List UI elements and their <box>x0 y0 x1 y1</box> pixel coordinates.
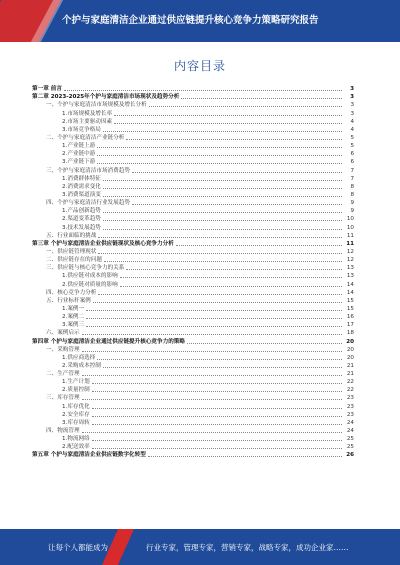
toc-leader-dots <box>103 229 342 230</box>
toc-entry[interactable] <box>32 125 354 133</box>
toc-leader-dots <box>103 220 342 221</box>
toc-leader-dots <box>82 375 342 376</box>
toc-leader-dots <box>92 440 342 441</box>
toc-entry-label: 2.配送效率 <box>62 444 90 451</box>
toc-leader-dots <box>93 302 342 303</box>
toc-leader-dots <box>181 98 342 99</box>
toc-entry[interactable] <box>32 288 354 296</box>
toc-entry-label: 六、案例启示 <box>46 330 80 337</box>
toc-entry-label: 四、个护与家庭清洁行业发展趋势 <box>46 200 130 207</box>
toc-leader-dots <box>126 139 342 140</box>
toc-leader-dots <box>103 131 342 132</box>
toc-entry[interactable] <box>32 198 354 206</box>
toc-leader-dots <box>103 367 342 368</box>
toc-leader-dots <box>98 294 342 295</box>
toc-leader-dots <box>97 147 342 148</box>
toc-entry-label: 2.采购成本控制 <box>62 362 101 369</box>
toc-entry-page: 20 <box>346 354 354 361</box>
toc-leader-dots <box>86 310 342 311</box>
toc-entry-page: 23 <box>346 395 354 402</box>
toc-entry-page: 3 <box>350 110 354 117</box>
toc-leader-dots <box>97 359 342 360</box>
toc-entry-page: 3 <box>350 94 354 101</box>
toc-entry-label: 五、行业面临的挑战 <box>46 232 97 239</box>
toc-entry-page: 24 <box>346 428 354 435</box>
toc-entry-page: 15 <box>346 297 354 304</box>
toc-entry-page: 6 <box>350 159 354 166</box>
toc-entry[interactable] <box>32 426 354 434</box>
toc-entry-page: 14 <box>346 281 354 288</box>
toc-leader-dots <box>92 391 342 392</box>
toc-entry-label: 第五章 个护与家庭清洁企业供应链数字化转型 <box>32 452 146 459</box>
toc-leader-dots <box>92 416 342 417</box>
toc-entry[interactable] <box>32 231 354 239</box>
toc-entry-label: 二、个护与家庭清洁产业链分析 <box>46 134 125 141</box>
toc-leader-dots <box>86 318 342 319</box>
toc-leader-dots <box>103 212 342 213</box>
page-header-banner <box>0 0 400 42</box>
toc-entry-label: 3.技术发展趋势 <box>62 224 101 231</box>
page-footer-banner <box>0 529 400 565</box>
toc-leader-dots <box>103 180 342 181</box>
toc-entry-label: 三、个护与家庭清洁市场消费趋势 <box>46 167 130 174</box>
toc-entry-label: 1.供应商选择 <box>62 354 96 361</box>
toc-entry-label: 一、采购管理 <box>46 346 80 353</box>
toc-entry-label: 1.产业链上游 <box>62 143 96 150</box>
toc-entry[interactable] <box>32 92 354 100</box>
toc-entry-label: 3.库存周转 <box>62 419 90 426</box>
toc-entry-page: 20 <box>346 346 354 353</box>
toc-entry[interactable] <box>32 328 354 336</box>
toc-entry[interactable] <box>32 418 354 426</box>
toc-entry-label: 一、供应链管理现状 <box>46 248 97 255</box>
toc-entry[interactable] <box>32 279 354 287</box>
toc-entry-label: 第四章 个护与家庭清洁企业通过供应链提升核心竞争力的策略 <box>32 338 185 345</box>
toc-entry[interactable] <box>32 141 354 149</box>
toc-entry-page: 12 <box>346 248 354 255</box>
toc-leader-dots <box>114 115 342 116</box>
toc-entry-label: 五、行业标杆案例 <box>46 297 91 304</box>
toc-entry-page: 16 <box>346 314 354 321</box>
toc-entry[interactable] <box>32 369 354 377</box>
toc-entry[interactable] <box>32 182 354 190</box>
toc-entry-label: 3.产业链下游 <box>62 159 96 166</box>
toc-entry-page: 24 <box>346 419 354 426</box>
toc-entry[interactable] <box>32 304 354 312</box>
toc-entry[interactable] <box>32 296 354 304</box>
toc-entry-label: 2.产业链中游 <box>62 151 96 158</box>
toc-entry-label: 1.库存优化 <box>62 403 90 410</box>
toc-entry[interactable] <box>32 361 354 369</box>
toc-entry-label: 二、生产管理 <box>46 371 80 378</box>
toc-entry[interactable] <box>32 165 354 173</box>
toc-entry[interactable] <box>32 320 354 328</box>
toc-entry-page: 20 <box>346 338 354 345</box>
toc-entry[interactable] <box>32 84 354 92</box>
toc-entry-label: 2.案例二 <box>62 314 85 321</box>
toc-entry[interactable] <box>32 206 354 214</box>
toc-entry-label: 1.产品创新趋势 <box>62 208 101 215</box>
toc-entry-page: 21 <box>346 371 354 378</box>
toc-entry-label: 三、库存管理 <box>46 395 80 402</box>
toc-leader-dots <box>148 456 342 457</box>
toc-leader-dots <box>176 245 342 246</box>
toc-entry[interactable] <box>32 222 354 230</box>
toc-entry[interactable] <box>32 450 354 458</box>
toc-entry-label: 1.物流网络 <box>62 436 90 443</box>
table-of-contents <box>32 84 354 458</box>
toc-entry-page: 9 <box>350 208 354 215</box>
toc-entry-page: 13 <box>346 265 354 272</box>
toc-entry-label: 1.供应链对成本的影响 <box>62 273 118 280</box>
toc-entry-page: 10 <box>346 224 354 231</box>
toc-entry-page: 17 <box>346 322 354 329</box>
toc-entry-label: 2.安全库存 <box>62 411 90 418</box>
toc-entry[interactable] <box>32 434 354 442</box>
toc-entry-label: 1.生产计划 <box>62 379 90 386</box>
toc-entry[interactable] <box>32 108 354 116</box>
toc-entry-page: 12 <box>346 257 354 264</box>
toc-entry-page: 23 <box>346 411 354 418</box>
toc-entry[interactable] <box>32 174 354 182</box>
toc-entry-page: 9 <box>350 200 354 207</box>
toc-leader-dots <box>82 432 342 433</box>
toc-leader-dots <box>114 123 342 124</box>
toc-entry[interactable] <box>32 312 354 320</box>
toc-entry[interactable] <box>32 353 354 361</box>
toc-entry-page: 23 <box>346 403 354 410</box>
toc-entry[interactable] <box>32 410 354 418</box>
toc-entry-page: 22 <box>346 379 354 386</box>
toc-entry-page: 6 <box>350 151 354 158</box>
toc-entry-label: 第一章 前言 <box>32 86 62 93</box>
toc-entry-page: 15 <box>346 305 354 312</box>
toc-entry-label: 2.供应链对质量的影响 <box>62 281 118 288</box>
toc-leader-dots <box>120 286 342 287</box>
toc-leader-dots <box>104 261 342 262</box>
toc-entry-label: 二、供应链存在的问题 <box>46 257 102 264</box>
toc-entry-label: 2.质量控制 <box>62 387 90 394</box>
toc-entry-page: 5 <box>350 134 354 141</box>
toc-entry-label: 第三章 个护与家庭清洁企业供应链现状及核心竞争力分析 <box>32 240 174 247</box>
toc-entry-label: 1.市场规模及增长率 <box>62 110 113 117</box>
toc-leader-dots <box>132 204 342 205</box>
toc-leader-dots <box>132 172 342 173</box>
toc-entry[interactable] <box>32 401 354 409</box>
toc-entry-page: 7 <box>350 175 354 182</box>
toc-entry-page: 11 <box>346 232 354 239</box>
toc-entry-label: 1.消费群体特征 <box>62 175 101 182</box>
toc-entry-page: 18 <box>346 330 354 337</box>
toc-entry-page: 4 <box>350 126 354 133</box>
toc-leader-dots <box>103 196 342 197</box>
toc-entry-label: 3.案例三 <box>62 322 85 329</box>
toc-entry[interactable] <box>32 385 354 393</box>
toc-entry[interactable] <box>32 336 354 344</box>
report-title: 个护与家庭清洁企业通过供应链提升核心竞争力策略研究报告 <box>62 15 319 26</box>
toc-entry-page: 22 <box>346 387 354 394</box>
toc-entry-label: 四、物流管理 <box>46 428 80 435</box>
footer-slogan-left: 让每个人都能成为 <box>48 543 108 552</box>
toc-entry[interactable] <box>32 214 354 222</box>
toc-leader-dots <box>92 424 342 425</box>
toc-leader-dots <box>92 383 342 384</box>
toc-leader-dots <box>98 237 342 238</box>
toc-entry[interactable] <box>32 442 354 450</box>
toc-entry[interactable] <box>32 190 354 198</box>
toc-entry[interactable] <box>32 149 354 157</box>
toc-entry[interactable] <box>32 377 354 385</box>
toc-entry-label: 1.案例一 <box>62 305 85 312</box>
toc-entry[interactable] <box>32 255 354 263</box>
toc-entry-page: 8 <box>350 183 354 190</box>
toc-entry[interactable] <box>32 271 354 279</box>
toc-entry-label: 2.消费需求变化 <box>62 183 101 190</box>
toc-leader-dots <box>92 408 342 409</box>
toc-title: 内容目录 <box>173 59 226 73</box>
toc-entry-page: 8 <box>350 191 354 198</box>
toc-entry-label: 2.渠道变革趋势 <box>62 216 101 223</box>
toc-entry[interactable] <box>32 133 354 141</box>
toc-entry[interactable] <box>32 263 354 271</box>
toc-leader-dots <box>187 343 342 344</box>
toc-entry-page: 25 <box>346 444 354 451</box>
toc-leader-dots <box>120 277 342 278</box>
toc-leader-dots <box>82 399 342 400</box>
footer-slogan-right: 行业专家，管理专家，营销专家，战略专家，成功企业家…… <box>146 543 349 552</box>
toc-entry-page: 14 <box>346 289 354 296</box>
toc-entry-page: 7 <box>350 167 354 174</box>
toc-entry-page: 13 <box>346 273 354 280</box>
toc-entry-label: 3.消费渠道演变 <box>62 191 101 198</box>
toc-entry-page: 5 <box>350 143 354 150</box>
toc-entry-page: 4 <box>350 118 354 125</box>
toc-leader-dots <box>64 90 342 91</box>
toc-entry-label: 三、供应链与核心竞争力的关系 <box>46 265 125 272</box>
toc-leader-dots <box>126 269 342 270</box>
toc-entry-page: 25 <box>346 436 354 443</box>
toc-entry[interactable] <box>32 157 354 165</box>
toc-entry-label: 一、个护与家庭清洁市场规模及增长分析 <box>46 102 147 109</box>
toc-entry-page: 3 <box>350 102 354 109</box>
toc-entry-label: 四、核心竞争力分析 <box>46 289 97 296</box>
toc-entry-label: 2.市场主要驱动因素 <box>62 118 113 125</box>
toc-leader-dots <box>92 448 342 449</box>
toc-entry[interactable] <box>32 393 354 401</box>
toc-leader-dots <box>82 351 342 352</box>
toc-entry-label: 第二章 2023-2025年个护与家庭清洁市场现状及趋势分析 <box>32 94 180 101</box>
toc-entry-page: 26 <box>346 452 354 459</box>
toc-leader-dots <box>97 155 342 156</box>
toc-entry-page: 3 <box>350 86 354 93</box>
toc-entry[interactable] <box>32 117 354 125</box>
toc-leader-dots <box>82 334 342 335</box>
toc-entry[interactable] <box>32 100 354 108</box>
toc-leader-dots <box>149 106 342 107</box>
toc-leader-dots <box>103 188 342 189</box>
toc-entry-page: 21 <box>346 362 354 369</box>
toc-entry-page: 10 <box>346 216 354 223</box>
toc-entry[interactable] <box>32 239 354 247</box>
toc-leader-dots <box>97 163 342 164</box>
toc-entry-page: 11 <box>346 240 354 247</box>
toc-leader-dots <box>98 253 342 254</box>
toc-entry[interactable] <box>32 345 354 353</box>
toc-entry[interactable] <box>32 247 354 255</box>
toc-leader-dots <box>86 326 342 327</box>
toc-entry-label: 3.市场竞争格局 <box>62 126 101 133</box>
